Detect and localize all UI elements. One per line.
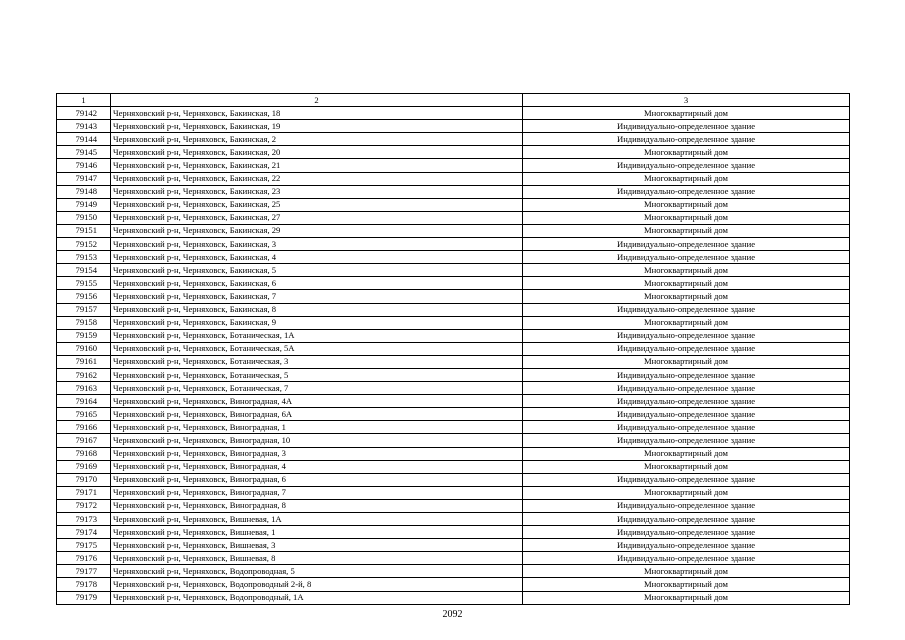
table-row xyxy=(57,264,850,277)
table-row xyxy=(57,290,850,303)
header-cell-type: 3 xyxy=(523,94,850,107)
row-number-cell: 79157 xyxy=(57,303,111,316)
row-number-cell: 79149 xyxy=(57,198,111,211)
row-type-cell: Многоквартирный дом xyxy=(523,172,850,185)
row-address-cell: Черняховский р-н, Черняховск, Бакинская, 8 xyxy=(111,303,523,316)
table-row xyxy=(57,382,850,395)
row-type-cell: Многоквартирный дом xyxy=(523,486,850,499)
table-row xyxy=(57,486,850,499)
row-type-cell: Многоквартирный дом xyxy=(523,277,850,290)
row-address-cell: Черняховский р-н, Черняховск, Бакинская, 22 xyxy=(111,172,523,185)
row-number-cell: 79169 xyxy=(57,460,111,473)
row-number-cell: 79176 xyxy=(57,552,111,565)
row-type-cell: Многоквартирный дом xyxy=(523,107,850,120)
row-number-cell: 79144 xyxy=(57,133,111,146)
table-row xyxy=(57,539,850,552)
table-row xyxy=(57,578,850,591)
row-number-cell: 79146 xyxy=(57,159,111,172)
row-type-cell: Многоквартирный дом xyxy=(523,290,850,303)
row-number-cell: 79155 xyxy=(57,277,111,290)
row-address-cell: Черняховский р-н, Черняховск, Водопроводный, 1А xyxy=(111,591,523,604)
row-address-cell: Черняховский р-н, Черняховск, Виноградная, 7 xyxy=(111,486,523,499)
row-address-cell: Черняховский р-н, Черняховск, Водопроводная, 5 xyxy=(111,565,523,578)
table-row xyxy=(57,447,850,460)
row-address-cell: Черняховский р-н, Черняховск, Вишневая, 1 xyxy=(111,526,523,539)
row-number-cell: 79142 xyxy=(57,107,111,120)
table-row xyxy=(57,224,850,237)
table-row xyxy=(57,120,850,133)
table-row xyxy=(57,133,850,146)
row-address-cell: Черняховский р-н, Черняховск, Виноградная, 3 xyxy=(111,447,523,460)
row-type-cell: Индивидуально-определенное здание xyxy=(523,159,850,172)
row-number-cell: 79160 xyxy=(57,342,111,355)
row-type-cell: Индивидуально-определенное здание xyxy=(523,539,850,552)
row-address-cell: Черняховский р-н, Черняховск, Бакинская, 21 xyxy=(111,159,523,172)
row-type-cell: Многоквартирный дом xyxy=(523,224,850,237)
registry-table xyxy=(56,93,850,605)
row-number-cell: 79172 xyxy=(57,499,111,512)
table-row xyxy=(57,159,850,172)
row-address-cell: Черняховский р-н, Черняховск, Бакинская, 25 xyxy=(111,198,523,211)
table-row xyxy=(57,211,850,224)
row-type-cell: Многоквартирный дом xyxy=(523,565,850,578)
table-row xyxy=(57,277,850,290)
row-type-cell: Индивидуально-определенное здание xyxy=(523,342,850,355)
row-type-cell: Индивидуально-определенное здание xyxy=(523,133,850,146)
row-type-cell: Индивидуально-определенное здание xyxy=(523,251,850,264)
row-number-cell: 79178 xyxy=(57,578,111,591)
row-address-cell: Черняховский р-н, Черняховск, Бакинская, 3 xyxy=(111,238,523,251)
row-address-cell: Черняховский р-н, Черняховск, Бакинская, 5 xyxy=(111,264,523,277)
row-type-cell: Многоквартирный дом xyxy=(523,211,850,224)
row-number-cell: 79145 xyxy=(57,146,111,159)
row-type-cell: Индивидуально-определенное здание xyxy=(523,238,850,251)
row-number-cell: 79167 xyxy=(57,434,111,447)
table-row xyxy=(57,329,850,342)
row-type-cell: Индивидуально-определенное здание xyxy=(523,513,850,526)
row-number-cell: 79171 xyxy=(57,486,111,499)
row-address-cell: Черняховский р-н, Черняховск, Бакинская, 19 xyxy=(111,120,523,133)
row-type-cell: Многоквартирный дом xyxy=(523,264,850,277)
row-address-cell: Черняховский р-н, Черняховск, Бакинская, 2 xyxy=(111,133,523,146)
row-number-cell: 79151 xyxy=(57,224,111,237)
row-number-cell: 79179 xyxy=(57,591,111,604)
row-type-cell: Индивидуально-определенное здание xyxy=(523,329,850,342)
row-address-cell: Черняховский р-н, Черняховск, Ботаническая, 7 xyxy=(111,382,523,395)
table-row xyxy=(57,408,850,421)
table-header-row xyxy=(57,94,850,107)
row-address-cell: Черняховский р-н, Черняховск, Бакинская, 7 xyxy=(111,290,523,303)
table-row xyxy=(57,513,850,526)
row-type-cell: Индивидуально-определенное здание xyxy=(523,499,850,512)
row-type-cell: Многоквартирный дом xyxy=(523,460,850,473)
row-address-cell: Черняховский р-н, Черняховск, Виноградная, 10 xyxy=(111,434,523,447)
row-address-cell: Черняховский р-н, Черняховск, Вишневая, 8 xyxy=(111,552,523,565)
table-row xyxy=(57,198,850,211)
row-number-cell: 79168 xyxy=(57,447,111,460)
table-row xyxy=(57,146,850,159)
row-address-cell: Черняховский р-н, Черняховск, Виноградная, 6А xyxy=(111,408,523,421)
header-cell-address: 2 xyxy=(111,94,523,107)
row-number-cell: 79150 xyxy=(57,211,111,224)
table-row xyxy=(57,460,850,473)
row-type-cell: Индивидуально-определенное здание xyxy=(523,552,850,565)
row-number-cell: 79163 xyxy=(57,382,111,395)
row-type-cell: Индивидуально-определенное здание xyxy=(523,303,850,316)
row-number-cell: 79162 xyxy=(57,368,111,381)
table-row xyxy=(57,185,850,198)
row-address-cell: Черняховский р-н, Черняховск, Бакинская, 4 xyxy=(111,251,523,264)
row-address-cell: Черняховский р-н, Черняховск, Бакинская, 23 xyxy=(111,185,523,198)
row-address-cell: Черняховский р-н, Черняховск, Вишневая, 1А xyxy=(111,513,523,526)
row-address-cell: Черняховский р-н, Черняховск, Виноградная, 8 xyxy=(111,499,523,512)
row-type-cell: Многоквартирный дом xyxy=(523,355,850,368)
row-number-cell: 79159 xyxy=(57,329,111,342)
row-address-cell: Черняховский р-н, Черняховск, Бакинская, 20 xyxy=(111,146,523,159)
row-address-cell: Черняховский р-н, Черняховск, Бакинская, 6 xyxy=(111,277,523,290)
table-row xyxy=(57,251,850,264)
row-number-cell: 79166 xyxy=(57,421,111,434)
row-address-cell: Черняховский р-н, Черняховск, Ботаническая, 1А xyxy=(111,329,523,342)
row-number-cell: 79152 xyxy=(57,238,111,251)
table-row xyxy=(57,172,850,185)
row-address-cell: Черняховский р-н, Черняховск, Бакинская, 9 xyxy=(111,316,523,329)
row-address-cell: Черняховский р-н, Черняховск, Виноградная, 4 xyxy=(111,460,523,473)
row-address-cell: Черняховский р-н, Черняховск, Бакинская, 29 xyxy=(111,224,523,237)
row-number-cell: 79158 xyxy=(57,316,111,329)
table-row xyxy=(57,238,850,251)
row-number-cell: 79177 xyxy=(57,565,111,578)
row-number-cell: 79154 xyxy=(57,264,111,277)
row-number-cell: 79170 xyxy=(57,473,111,486)
row-number-cell: 79143 xyxy=(57,120,111,133)
row-type-cell: Индивидуально-определенное здание xyxy=(523,368,850,381)
row-address-cell: Черняховский р-н, Черняховск, Виноградная, 6 xyxy=(111,473,523,486)
row-number-cell: 79165 xyxy=(57,408,111,421)
row-type-cell: Индивидуально-определенное здание xyxy=(523,421,850,434)
table-row xyxy=(57,342,850,355)
row-type-cell: Многоквартирный дом xyxy=(523,578,850,591)
row-number-cell: 79173 xyxy=(57,513,111,526)
row-address-cell: Черняховский р-н, Черняховск, Бакинская, 27 xyxy=(111,211,523,224)
row-type-cell: Индивидуально-определенное здание xyxy=(523,382,850,395)
page-number: 2092 xyxy=(442,609,463,620)
table-row xyxy=(57,355,850,368)
row-number-cell: 79161 xyxy=(57,355,111,368)
row-address-cell: Черняховский р-н, Черняховск, Ботаническая, 3 xyxy=(111,355,523,368)
row-address-cell: Черняховский р-н, Черняховск, Бакинская, 18 xyxy=(111,107,523,120)
table-row xyxy=(57,591,850,604)
registry-table-body xyxy=(57,94,850,605)
row-address-cell: Черняховский р-н, Черняховск, Ботаническая, 5А xyxy=(111,342,523,355)
row-type-cell: Индивидуально-определенное здание xyxy=(523,185,850,198)
row-type-cell: Индивидуально-определенное здание xyxy=(523,526,850,539)
table-row xyxy=(57,421,850,434)
table-row xyxy=(57,303,850,316)
table-row xyxy=(57,526,850,539)
row-type-cell: Индивидуально-определенное здание xyxy=(523,120,850,133)
table-row xyxy=(57,473,850,486)
table-row xyxy=(57,395,850,408)
row-type-cell: Индивидуально-определенное здание xyxy=(523,395,850,408)
table-row xyxy=(57,565,850,578)
table-row xyxy=(57,499,850,512)
row-number-cell: 79148 xyxy=(57,185,111,198)
table-row xyxy=(57,368,850,381)
row-type-cell: Индивидуально-определенное здание xyxy=(523,473,850,486)
row-address-cell: Черняховский р-н, Черняховск, Виноградная, 1 xyxy=(111,421,523,434)
row-type-cell: Индивидуально-определенное здание xyxy=(523,408,850,421)
row-type-cell: Многоквартирный дом xyxy=(523,591,850,604)
table-row xyxy=(57,316,850,329)
row-type-cell: Многоквартирный дом xyxy=(523,146,850,159)
row-type-cell: Многоквартирный дом xyxy=(523,447,850,460)
row-number-cell: 79174 xyxy=(57,526,111,539)
row-address-cell: Черняховский р-н, Черняховск, Ботаническая, 5 xyxy=(111,368,523,381)
row-type-cell: Индивидуально-определенное здание xyxy=(523,434,850,447)
row-number-cell: 79164 xyxy=(57,395,111,408)
table-row xyxy=(57,552,850,565)
table-row xyxy=(57,434,850,447)
row-type-cell: Многоквартирный дом xyxy=(523,198,850,211)
row-number-cell: 79147 xyxy=(57,172,111,185)
row-type-cell: Многоквартирный дом xyxy=(523,316,850,329)
row-number-cell: 79156 xyxy=(57,290,111,303)
table-row xyxy=(57,107,850,120)
row-number-cell: 79153 xyxy=(57,251,111,264)
row-address-cell: Черняховский р-н, Черняховск, Вишневая, 3 xyxy=(111,539,523,552)
row-address-cell: Черняховский р-н, Черняховск, Виноградная, 4А xyxy=(111,395,523,408)
row-number-cell: 79175 xyxy=(57,539,111,552)
row-address-cell: Черняховский р-н, Черняховск, Водопроводный 2-й, 8 xyxy=(111,578,523,591)
header-cell-number: 1 xyxy=(57,94,111,107)
